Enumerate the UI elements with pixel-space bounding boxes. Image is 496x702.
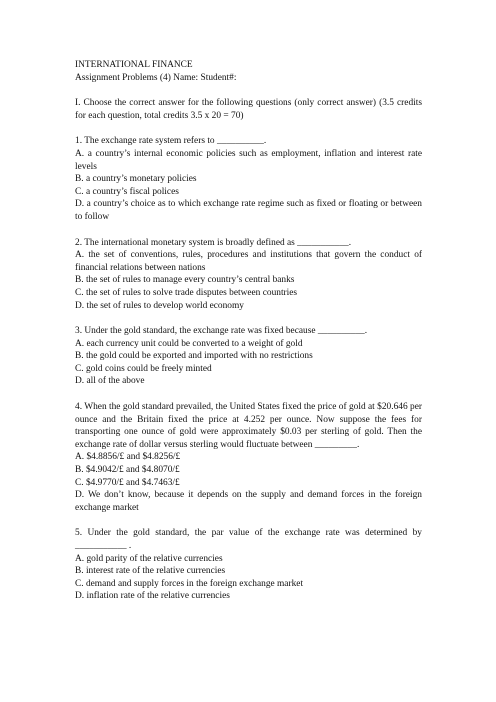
course-title: INTERNATIONAL FINANCE — [75, 60, 193, 70]
spacer — [75, 122, 422, 135]
spacer — [75, 514, 422, 527]
question-1 — [75, 135, 422, 223]
spacer — [75, 224, 422, 237]
question-5 — [75, 527, 422, 603]
answer-option: B. interest rate of the relative currencies — [75, 566, 226, 577]
question-stem: 1. The exchange rate system refers to __________. — [75, 136, 267, 147]
question-stem: 5. Under the gold standard, the par value of the exchange rate was determined by ___________ . — [75, 528, 422, 551]
answer-option: A. gold parity of the relative currencies — [75, 553, 223, 564]
answer-option: A. the set of conventions, rules, procedures and institutions that govern the conduct of financial relations between nations — [75, 250, 422, 273]
question-2 — [75, 237, 422, 313]
answer-option: D. inflation rate of the relative currencies — [75, 591, 230, 602]
assignment-line: Assignment Problems (4) Name: Student#: — [75, 72, 237, 83]
answer-option: B. a country’s monetary policies — [75, 174, 197, 185]
answer-option: B. $4.9042/£ and $4.8070/£ — [75, 465, 180, 476]
answer-option: C. demand and supply forces in the foreign exchange market — [75, 578, 304, 589]
question-stem: 3. Under the gold standard, the exchange rate was fixed because __________. — [75, 326, 368, 337]
answer-option: D. all of the above — [75, 376, 145, 387]
answer-option: A. $4.8856/£ and $4.8256/£ — [75, 452, 181, 463]
answer-option: C. a country’s fiscal polices — [75, 186, 179, 197]
spacer — [75, 84, 422, 97]
answer-option: D. We don’t know, because it depends on the supply and demand forces in the foreign exchange market — [75, 490, 422, 513]
spacer — [75, 388, 422, 401]
spacer — [75, 312, 422, 325]
answer-option: C. gold coins could be freely minted — [75, 363, 212, 374]
question-stem: 4. When the gold standard prevailed, the United States fixed the price of gold at $20.646 per ounce and the Britain fixed the price at 4.252 per ounce. Now suppose the fees for transporting one ounce of gold were approximately $0.03 per sterling of gold. Then the exchange rate of dollar versus sterling would fluctuate between _________. — [75, 402, 422, 450]
section-instructions: I. Choose the correct answer for the following questions (only correct answer) (3.5 credits for each question, total credits 3.5 x 20 = 70) — [75, 98, 422, 121]
document-page — [75, 59, 422, 603]
answer-option: B. the set of rules to manage every country’s central banks — [75, 275, 295, 286]
answer-option: C. the set of rules to solve trade disputes between countries — [75, 287, 298, 298]
question-stem: 2. The international monetary system is broadly defined as ___________. — [75, 237, 352, 248]
question-3 — [75, 325, 422, 388]
answer-option: D. a country’s choice as to which exchange rate regime such as fixed or floating or between to follow — [75, 199, 422, 222]
answer-option: C. $4.9770/£ and $4.7463/£ — [75, 477, 180, 488]
answer-option: B. the gold could be exported and imported with no restrictions — [75, 351, 313, 362]
answer-option: D. the set of rules to develop world economy — [75, 300, 244, 311]
answer-option: A. a country’s internal economic policies such as employment, inflation and interest rate levels — [75, 148, 422, 172]
answer-option: A. each currency unit could be converted to a weight of gold — [75, 338, 303, 349]
question-4 — [75, 401, 422, 514]
